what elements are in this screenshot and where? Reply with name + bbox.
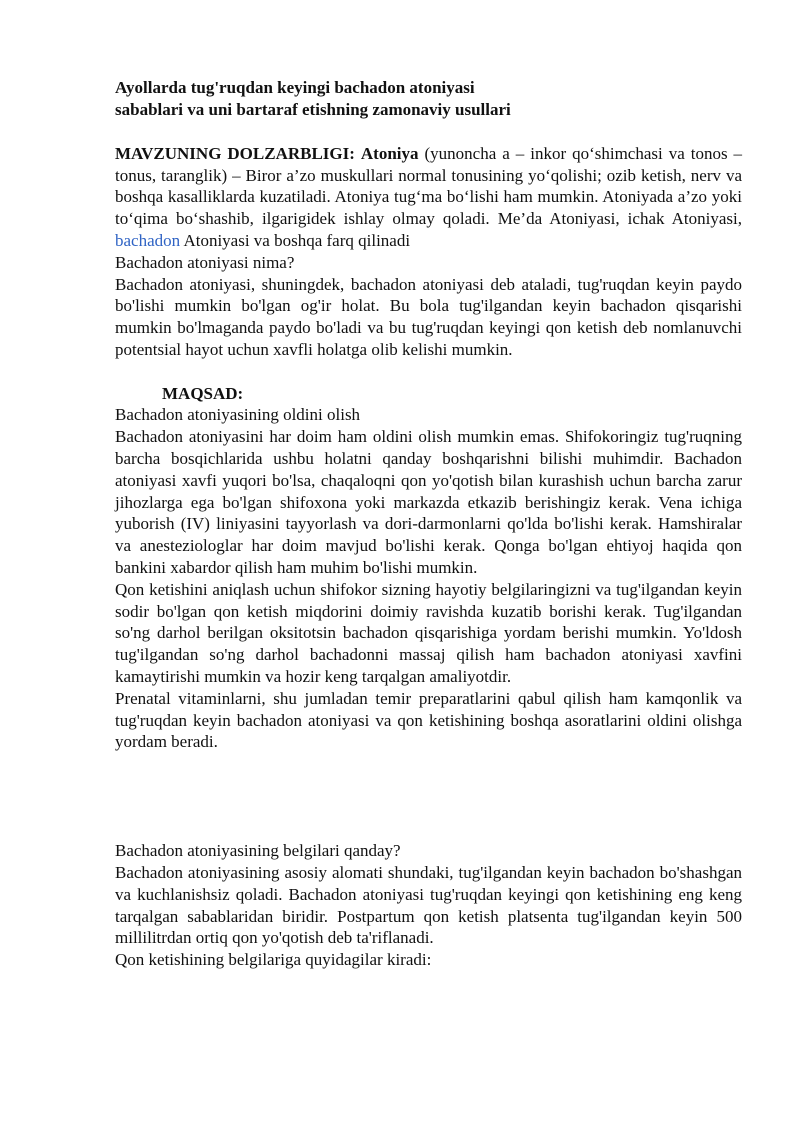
spacer [115, 121, 742, 143]
bachadon-link[interactable]: bachadon [115, 230, 181, 250]
vitamins-paragraph: Prenatal vitaminlarni, shu jumladan temir preparatlarini qabul qilish ham kamqonlik va tug'ruqdan keyin bachadon atoniyasi va qon ketishining boshqa asoratlarini oldini olishga yordam beradi. [115, 688, 742, 752]
document-title-line-2: sabablari va uni bartaraf etishning zamonaviy usullari [115, 100, 511, 119]
spacer [115, 361, 742, 383]
document-title-line-1: Ayollarda tug'ruqdan keyingi bachadon atoniyasi [115, 78, 475, 97]
prevention-title: Bachadon atoniyasining oldini olish [115, 405, 361, 425]
spacer [115, 753, 742, 840]
monitoring-paragraph: Qon ketishini aniqlash uchun shifokor sizning hayotiy belgilaringizni va tug'ilgandan keyin sodir bo'lgan qon ketish miqdorini doimiy ravishda kuzatib borishi kerak. Tug'ilgandan so'ng darhol berilgan oksitotsin bachadon qisqarishiga yordam berishi mumkin. Yo'ldosh tug'ilgandan so'ng darhol bachadonni massaj qilish ham bachadon atoniyasi xavfini kamaytirishi mumkin va hozir keng tarqalgan amaliyotdir. [115, 579, 742, 686]
goal-heading: MAQSAD: [162, 383, 244, 403]
relevance-text-end: Atoniyasi va boshqa farq qilinadi [183, 230, 411, 250]
relevance-term: Atoniya [360, 143, 419, 163]
document-body [115, 77, 742, 971]
question-what-is: Bachadon atoniyasi nima? [115, 252, 295, 272]
question-symptoms: Bachadon atoniyasining belgilari qanday? [115, 841, 401, 861]
definition-paragraph: Bachadon atoniyasi, shuningdek, bachadon atoniyasi deb ataladi, tug'ruqdan keyin paydo bo'lishi mumkin bo'lgan og'ir holat. Bu bola tug'ilgandan keyin bachadon qisqarishi mumkin bo'lmaganda paydo bo'ladi va bu tug'ruqdan keyingi qon ketish deb nomlanuvchi potentsial hayot uchun xavfli holatga olib kelishi mumkin. [115, 274, 742, 359]
symptoms-paragraph: Bachadon atoniyasining asosiy alomati shundaki, tug'ilgandan keyin bachadon bo'shashgan va kuchlanishsiz qoladi. Bachadon atoniyasi tug'ruqdan keyingi qon ketishining eng keng tarqalgan sabablaridan biridir. Postpartum qon ketish platsenta tug'ilgandan keyin 500 millilitrdan ortiq qon yo'qotish deb ta'riflanadi. [115, 862, 742, 948]
bleeding-signs-intro: Qon ketishining belgilariga quyidagilar kiradi: [115, 950, 432, 970]
relevance-text: (yunoncha a – inkor qo‘shimchasi va tonos – tonus, taranglik) – Biror a’zo muskullari normal tonusining yo‘qolishi; ozib ketish, nerv va boshqa kasalliklarda kuzatiladi. Atoniya tug‘ma bo‘lishi ham mumkin. Atoniyada a’zo yoki to‘qima bo‘shashib, ilgarigidek ishlay olmay qoladi. Me’da Atoniyasi, ichak Atoniyasi, [115, 143, 743, 229]
prevention-paragraph: Bachadon atoniyasini har doim ham oldini olish mumkin emas. Shifokoringiz tug'ruqning barcha bosqichlarida ushbu holatni qanday boshqarishni bilishi muhimdir. Bachadon atoniyasi xavfi yuqori bo'lsa, chaqaloqni qon yo'qotish bilan kurashish uchun barcha zarur jihozlarga ega bo'lgan shifoxona yoki markazda etkazib berishingiz kerak. Vena ichiga yuborish (IV) liniyasini tayyorlash va dori-darmonlarni qo'lda bo'lishi kerak. Hamshiralar va anesteziologlar har doim mavjud bo'lishi kerak. Qonga bo'lgan ehtiyoj haqida qon bankini xabardor qilish ham muhim bo'lishi mumkin. [115, 427, 742, 577]
relevance-paragraph [115, 143, 742, 252]
relevance-heading: MAVZUNING DOLZARBLIGI: [115, 143, 355, 163]
